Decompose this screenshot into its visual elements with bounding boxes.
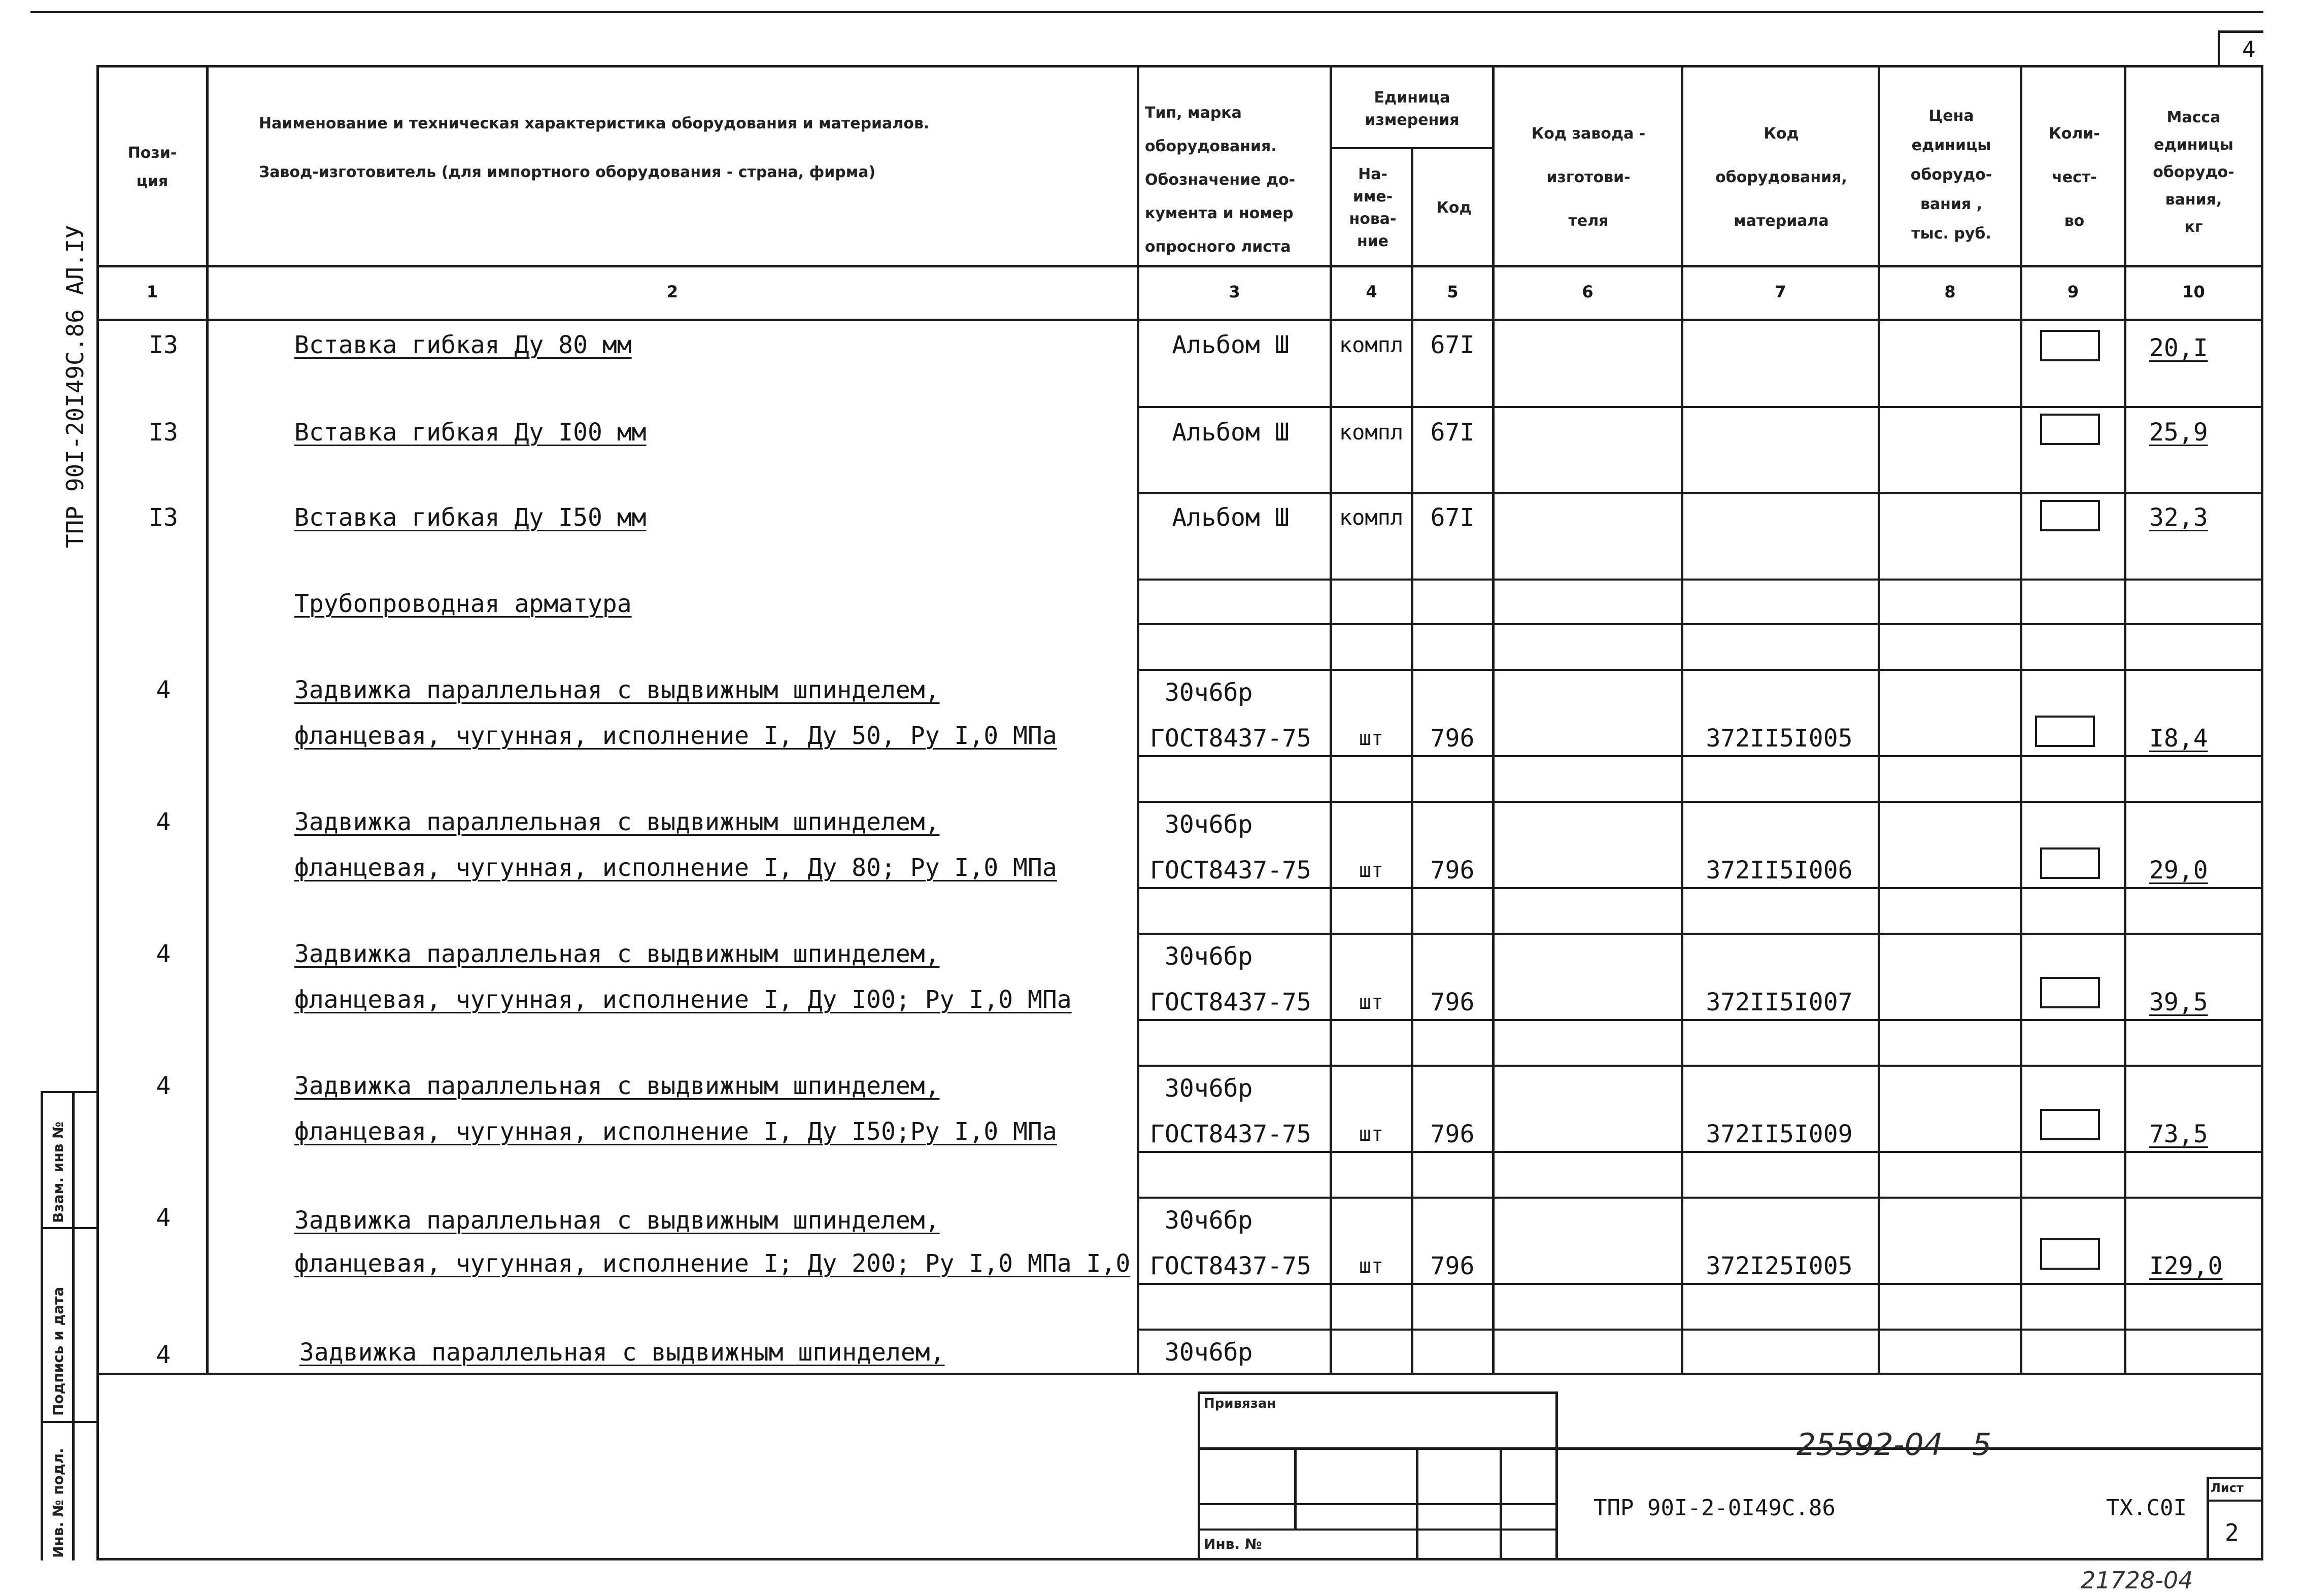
row-type: Альбом Ш xyxy=(1172,503,1290,532)
row-sep xyxy=(1137,1019,2261,1021)
corner-box-left xyxy=(2218,30,2220,67)
row-name: Задвижка параллельная с выдвижным шпинделем, xyxy=(294,940,940,968)
row-unit: шт xyxy=(1359,991,1384,1014)
side-label-signature-date: Подпись и дата xyxy=(50,1286,66,1416)
col-number: 5 xyxy=(1447,282,1459,301)
row-sep xyxy=(1137,406,2261,408)
stamp-box-left xyxy=(1198,1391,1200,1559)
row-equipment-code: 372II5I007 xyxy=(1706,988,1853,1016)
stamp-mid-line xyxy=(1198,1447,2263,1450)
stamp-grid-v3 xyxy=(1500,1447,1502,1559)
header-unit-code: Код xyxy=(1436,199,1472,217)
side-label-replace-inv: Взам. инв № xyxy=(50,1122,66,1223)
header-type: Тип, марка оборудования. Обозначение до- кумента и номер опросного листа xyxy=(1145,104,1296,256)
row-type-doc: ГОСТ8437-75 xyxy=(1150,1120,1311,1148)
row-name: Вставка гибкая Ду I50 мм xyxy=(294,503,647,532)
stamp-grid-v4 xyxy=(1555,1447,1558,1559)
col-number: 8 xyxy=(1944,282,1956,301)
row-position: I3 xyxy=(149,503,178,532)
row-type-doc: ГОСТ8437-75 xyxy=(1150,856,1311,885)
stamp-list-number: 2 xyxy=(2225,1519,2239,1546)
header-bottom-line xyxy=(96,265,2263,267)
header-quantity: Коли- чест- во xyxy=(2049,125,2100,230)
row-unit: шт xyxy=(1359,859,1384,882)
row-unit: шт xyxy=(1359,1254,1384,1278)
side-stamp-sep2 xyxy=(41,1421,99,1423)
row-mass: 73,5 xyxy=(2149,1120,2208,1148)
col-line-4 xyxy=(1411,147,1413,1375)
header-unit-group: Единица измерения xyxy=(1365,89,1460,129)
row-position: 4 xyxy=(156,1341,171,1369)
col-number: 6 xyxy=(1582,282,1594,301)
row-name-cont: фланцевая, чугунная, исполнение I, Ду 80; Ру I,0 МПа xyxy=(294,854,1057,882)
stamp-doc-code: ТПР 90I-2-0I49С.86 xyxy=(1594,1495,1836,1521)
section-heading: Трубопроводная арматура xyxy=(294,590,632,618)
stamp-inv-label: Инв. № xyxy=(1204,1536,1262,1552)
row-position: 4 xyxy=(156,940,171,968)
col-line-5 xyxy=(1492,65,1495,1375)
row-name: Задвижка параллельная с выдвижным шпинделем, xyxy=(294,676,940,704)
side-label-inv-original: Инв. № подл. xyxy=(50,1448,66,1558)
row-equipment-code: 372I25I005 xyxy=(1706,1252,1853,1280)
row-sep xyxy=(1137,1329,2261,1331)
row-name: Задвижка параллельная с выдвижным шпинделем, xyxy=(294,808,940,836)
row-type-doc: ГОСТ8437-75 xyxy=(1150,724,1311,753)
footer-note: 21728-04 xyxy=(2081,1567,2193,1594)
side-stamp-mid xyxy=(72,1091,75,1560)
row-type-doc: ГОСТ8437-75 xyxy=(1150,988,1311,1016)
row-mass: 32,3 xyxy=(2149,503,2208,532)
col-line-1 xyxy=(206,65,209,1375)
row-type: Альбом Ш xyxy=(1172,331,1290,359)
frame-bottom xyxy=(96,1558,2263,1560)
row-unit: шт xyxy=(1359,1123,1384,1146)
stamp-list-label: Лист xyxy=(2211,1481,2244,1495)
col-number: 2 xyxy=(666,282,679,301)
row-sep xyxy=(1137,669,2261,671)
row-type: 30ч6бр xyxy=(1165,678,1253,707)
col-line-8 xyxy=(2020,65,2022,1375)
quantity-box xyxy=(2040,1238,2100,1270)
row-unit: компл xyxy=(1339,505,1404,530)
row-mass: I8,4 xyxy=(2149,724,2208,753)
quantity-box xyxy=(2040,847,2100,879)
row-name-cont: фланцевая, чугунная, исполнение I, Ду 50, Ру I,0 МПа xyxy=(294,722,1057,750)
row-mass: I29,0 xyxy=(2149,1252,2223,1280)
frame-right xyxy=(2261,65,2263,1560)
row-type-doc: ГОСТ8437-75 xyxy=(1150,1252,1311,1280)
row-unit-code: 796 xyxy=(1430,988,1475,1016)
col-number: 3 xyxy=(1229,282,1240,301)
row-sep xyxy=(1137,492,2261,494)
side-stamp-left xyxy=(41,1091,43,1560)
row-position: 4 xyxy=(156,676,171,704)
colnum-bottom-line xyxy=(96,319,2263,321)
col-number: 4 xyxy=(1366,282,1377,301)
row-position: I3 xyxy=(149,418,178,447)
header-price: Цена единицы оборудо- вания , тыс. руб. xyxy=(1910,107,1992,243)
row-sep xyxy=(1137,755,2261,757)
quantity-box xyxy=(2040,330,2100,361)
row-unit-code: 796 xyxy=(1430,1120,1475,1148)
stamp-mark: ТХ.С0I xyxy=(2106,1495,2187,1521)
row-sep xyxy=(1137,933,2261,935)
quantity-box xyxy=(2035,716,2095,747)
col-number: 10 xyxy=(2182,282,2205,301)
stamp-grid-h2 xyxy=(1198,1529,1558,1531)
table-body-bottom xyxy=(96,1373,2263,1375)
col-number: 9 xyxy=(2067,282,2079,301)
row-unit: шт xyxy=(1359,727,1384,750)
row-position: I3 xyxy=(149,331,178,359)
side-stamp-sep1 xyxy=(41,1227,99,1229)
row-equipment-code: 372II5I006 xyxy=(1706,856,1853,885)
header-equipment-code: Код оборудования, материала xyxy=(1715,125,1847,230)
col-line-2 xyxy=(1137,65,1139,1375)
row-unit-code: 67I xyxy=(1430,331,1475,359)
row-position: 4 xyxy=(156,1072,171,1100)
sheet-corner-number: 4 xyxy=(2242,37,2256,62)
row-equipment-code: 372II5I009 xyxy=(1706,1120,1853,1148)
corner-box-top xyxy=(2218,30,2263,33)
row-name: Вставка гибкая Ду I00 мм xyxy=(294,418,647,447)
frame-top xyxy=(96,65,2263,67)
col-line-7 xyxy=(1878,65,1880,1375)
row-sep xyxy=(1137,579,2261,581)
stamp-list-left xyxy=(2207,1477,2209,1559)
row-sep xyxy=(1137,1065,2261,1067)
row-unit: компл xyxy=(1339,332,1404,357)
row-type: 30ч6бр xyxy=(1165,1338,1253,1367)
col-line-6 xyxy=(1681,65,1683,1375)
stamp-grid-v1 xyxy=(1294,1447,1297,1529)
header-position: Пози- ция xyxy=(127,144,177,190)
col-line-9 xyxy=(2124,65,2126,1375)
stamp-grid-h1 xyxy=(1198,1503,1558,1505)
row-type: 30ч6бр xyxy=(1165,810,1253,839)
row-position: 4 xyxy=(156,1204,171,1232)
row-type: 30ч6бр xyxy=(1165,1206,1253,1235)
row-type: Альбом Ш xyxy=(1172,418,1290,447)
row-name: Задвижка параллельная с выдвижным шпинделем, xyxy=(299,1338,945,1367)
row-sep xyxy=(1137,801,2261,803)
row-mass: 25,9 xyxy=(2149,418,2208,447)
row-sep xyxy=(1137,1197,2261,1199)
row-name: Задвижка параллельная с выдвижным шпинделем, xyxy=(294,1206,940,1235)
row-type: 30ч6бр xyxy=(1165,1074,1253,1103)
row-equipment-code: 372II5I005 xyxy=(1706,724,1853,753)
row-sep xyxy=(1137,623,2261,625)
quantity-box xyxy=(2040,977,2100,1008)
stamp-handwritten-number: 25592-04 5 xyxy=(1796,1427,1992,1463)
quantity-box xyxy=(2040,1109,2100,1140)
stamp-list-mid xyxy=(2207,1500,2262,1502)
row-type: 30ч6бр xyxy=(1165,942,1253,971)
row-name-cont: фланцевая, чугунная, исполнение I; Ду 200; Ру I,0 МПа I,0 xyxy=(294,1249,1131,1278)
header-unit-name: На- име- нова- ние xyxy=(1349,165,1397,250)
row-unit-code: 796 xyxy=(1430,724,1475,753)
row-unit-code: 796 xyxy=(1430,856,1475,885)
row-sep xyxy=(1137,1151,2261,1153)
col-number: 7 xyxy=(1775,282,1786,301)
stamp-box-right xyxy=(1555,1391,1558,1447)
side-title: ТПР 90I-20I49С.86 АЛ.IУ xyxy=(61,225,89,548)
quantity-box xyxy=(2040,500,2100,531)
row-mass: 29,0 xyxy=(2149,856,2208,885)
header-mass: Масса единицы оборудо- вания, кг xyxy=(2153,109,2234,236)
quantity-box xyxy=(2040,414,2100,445)
col-number: 1 xyxy=(146,282,158,301)
row-position: 4 xyxy=(156,808,171,836)
row-mass: 20,I xyxy=(2149,334,2208,362)
header-manufacturer-code: Код завода - изготови- теля xyxy=(1531,125,1646,230)
row-name: Вставка гибкая Ду 80 мм xyxy=(294,331,632,359)
row-sep xyxy=(1137,887,2261,889)
stamp-privyazan-label: Привязан xyxy=(1204,1396,1276,1411)
row-sep xyxy=(1137,1283,2261,1285)
row-unit: компл xyxy=(1339,420,1404,445)
header-name: Наименование и техническая характеристика оборудования и материалов. Завод-изготовитель (для импортного оборудования - страна, фирма) xyxy=(259,115,930,181)
side-stamp-top xyxy=(41,1091,99,1093)
col-line-3 xyxy=(1330,65,1332,1375)
row-unit-code: 67I xyxy=(1430,418,1475,447)
stamp-grid-v2 xyxy=(1416,1447,1418,1559)
row-name-cont: фланцевая, чугунная, исполнение I, Ду I50;Ру I,0 МПа xyxy=(294,1117,1057,1146)
top-rule xyxy=(30,11,2263,13)
row-name: Задвижка параллельная с выдвижным шпинделем, xyxy=(294,1072,940,1100)
row-unit-code: 796 xyxy=(1430,1252,1475,1280)
row-unit-code: 67I xyxy=(1430,503,1475,532)
row-name-cont: фланцевая, чугунная, исполнение I, Ду I00; Ру I,0 МПа xyxy=(294,986,1072,1014)
row-mass: 39,5 xyxy=(2149,988,2208,1016)
